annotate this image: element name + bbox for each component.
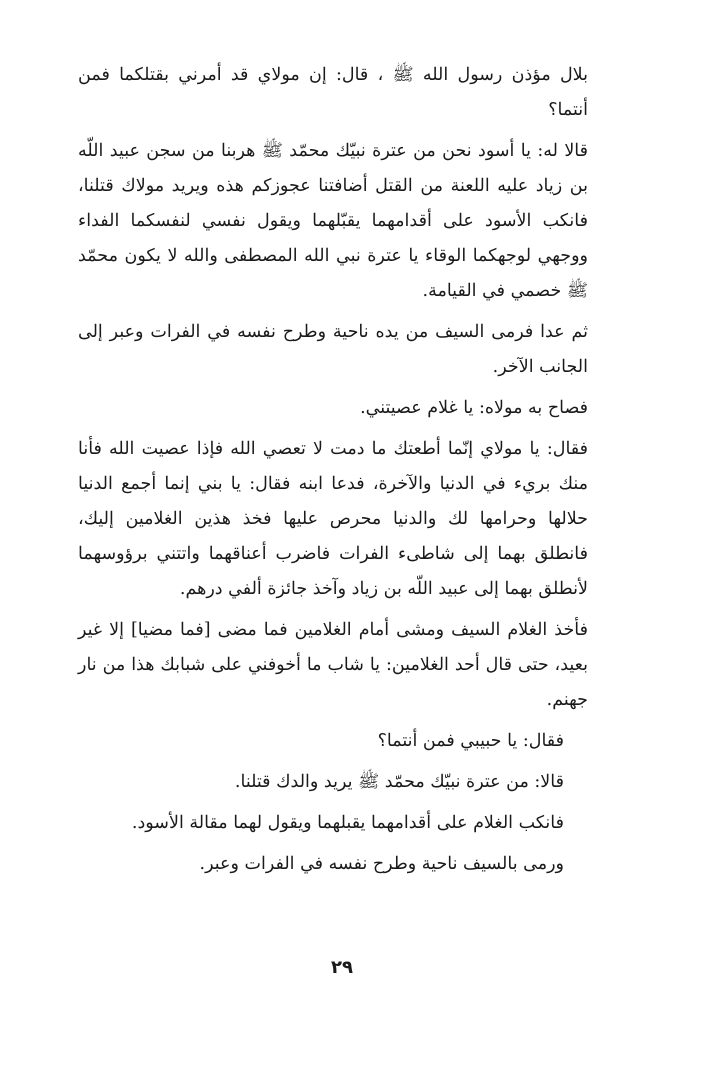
paragraph-8: قالا: من عترة نبيّك محمّد ﷺ يريد والدك قتلنا. [234, 772, 564, 792]
page-number: ٢٩ [331, 957, 353, 978]
paragraph-4: فصاح به مولاه: يا غلام عصيتني. [360, 398, 588, 418]
paragraph-2: قالا له: يا أسود نحن من عترة نبيّك محمّد ﷺ هربنا من سجن عبيد اللّه بن زياد عليه اللعنة من القتل أضافتنا عجوزكم هذه ويريد مولاك قتلنا، فانكب الأسود على أقدامهما يقبّلهما ويقول نفسي لنفسكما الفداء ووجهي لوجهكما الوقاء يا عترة نبي الله المصطفى والله لا يكون محمّد ﷺ خصمي في القيامة. [78, 141, 588, 301]
paragraph-3: ثم عدا فرمى السيف من يده ناحية وطرح نفسه في الفرات وعبر إلى الجانب الآخر. [78, 322, 588, 377]
paragraph-7: فقال: يا حبيبي فمن أنتما؟ [377, 731, 564, 751]
paragraph-5: فقال: يا مولاي إنّما أطعتك ما دمت لا تعصي الله فإذا عصيت الله فأنا منك بريء في الدنيا والآخرة، فدعا ابنه فقال: يا بني إنما أجمع الدنيا حلالها وحرامها لك والدنيا محرص عليها فخذ هذين الغلامين إليك، فانطلق بهما إلى شاطىء الفرات فاضرب أعناقهما واتتني برؤوسهما لأنطلق بهما إلى عبيد اللّه بن زياد وآخذ جائزة ألفي درهم. [78, 439, 588, 599]
page-body [78, 58, 588, 888]
paragraph-1: بلال مؤذن رسول الله ﷺ ، قال: إن مولاي قد أمرني بقتلكما فمن أنتما؟ [78, 65, 588, 120]
paragraph-10: ورمى بالسيف ناحية وطرح نفسه في الفرات وعبر. [199, 854, 564, 874]
paragraph-6: فأخذ الغلام السيف ومشى أمام الغلامين فما مضى [فما مضيا] إلا غير بعيد، حتى قال أحد الغلامين: يا شاب ما أخوفني على شبابك هذا من نار جهنم. [78, 620, 588, 710]
paragraph-9: فانكب الغلام على أقدامهما يقبلهما ويقول لهما مقالة الأسود. [131, 813, 564, 833]
